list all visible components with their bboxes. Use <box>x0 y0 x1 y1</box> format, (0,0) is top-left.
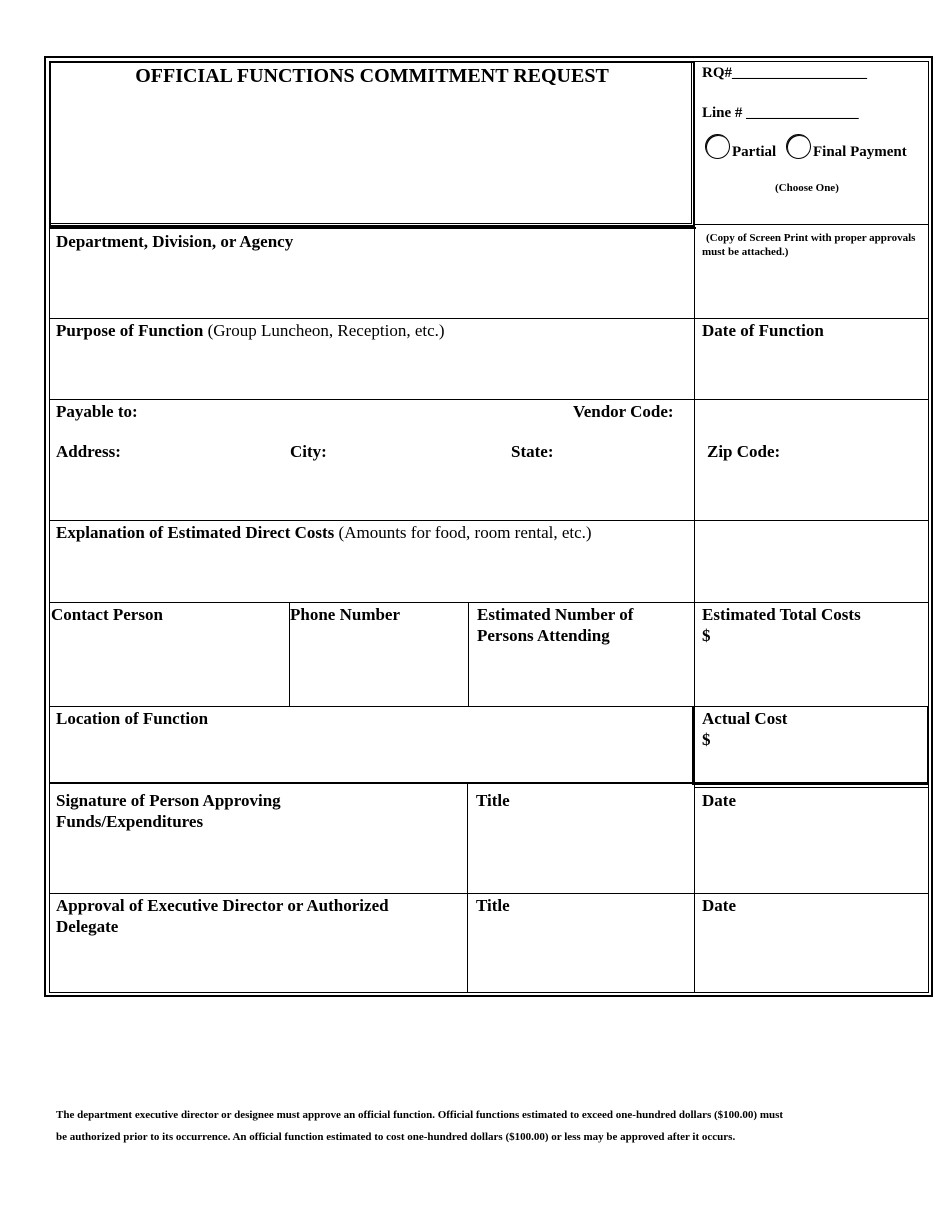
purpose-hint: (Group Luncheon, Reception, etc.) <box>207 321 445 340</box>
state-label: State: <box>511 442 554 461</box>
location-input[interactable] <box>50 732 690 780</box>
signature-label-line2: Funds/Expenditures <box>56 812 204 831</box>
row-divider <box>49 227 696 229</box>
row-divider <box>49 399 928 400</box>
choose-one-note: (Choose One) <box>775 182 839 194</box>
col-divider <box>694 784 695 992</box>
signature-label <box>56 790 281 832</box>
page-title: OFFICIAL FUNCTIONS COMMITMENT REQUEST <box>135 65 609 87</box>
row-divider <box>49 893 928 894</box>
est-persons-label-line1: Estimated Number of <box>477 605 634 624</box>
department-label: Department, Division, or Agency <box>56 232 294 251</box>
contact-person-label: Contact Person <box>51 605 163 624</box>
row-divider <box>695 224 928 225</box>
department-input[interactable] <box>50 255 693 315</box>
final-payment-label: Final Payment <box>813 144 907 160</box>
est-persons-label <box>477 604 633 646</box>
purpose-label-text: Purpose of Function <box>56 321 204 340</box>
row-divider <box>49 520 928 521</box>
actual-cost-label <box>702 708 787 750</box>
est-total-costs-text: Estimated Total Costs <box>702 605 861 624</box>
phone-number-label: Phone Number <box>290 605 401 624</box>
actual-cost-dollar: $ <box>702 730 711 749</box>
rq-number-field[interactable]: RQ#__________________ <box>702 65 867 81</box>
signature-date-label: Date <box>702 791 736 810</box>
est-total-costs-dollar: $ <box>702 626 711 645</box>
footer-note-line2: be authorized prior to its occurrence. An official function estimated to cost one-hundred dollars ($100.00) or less may be approved after it occurs. <box>56 1131 736 1143</box>
final-payment-radio[interactable] <box>786 134 811 159</box>
est-persons-label-line2: Persons Attending <box>477 626 610 645</box>
explanation-hint: (Amounts for food, room rental, etc.) <box>338 523 592 542</box>
date-of-function-input[interactable] <box>696 344 926 396</box>
row-divider <box>694 787 928 788</box>
address-label: Address: <box>56 442 121 461</box>
partial-radio[interactable] <box>705 134 730 159</box>
row-divider <box>49 602 928 603</box>
col-divider <box>467 784 468 992</box>
signature-title-label: Title <box>476 791 510 810</box>
approval-label <box>56 895 389 937</box>
zip-code-label: Zip Code: <box>707 442 781 461</box>
footer-note-line1: The department executive director or designee must approve an official function. Official functions estimated to exceed one-hundred dollars ($100.00) must <box>56 1109 784 1121</box>
line-number-field[interactable]: Line # _______________ <box>702 105 859 121</box>
purpose-label <box>56 320 445 341</box>
vendor-code-label: Vendor Code: <box>573 402 674 421</box>
approval-label-line2: Delegate <box>56 917 119 936</box>
date-of-function-label: Date of Function <box>702 321 824 340</box>
row-divider <box>49 782 694 784</box>
row-divider <box>49 318 928 319</box>
payable-to-label: Payable to: <box>56 402 138 421</box>
purpose-input[interactable] <box>50 344 693 396</box>
city-label: City: <box>290 442 327 461</box>
approval-date-label: Date <box>702 896 736 915</box>
col-divider <box>468 602 469 706</box>
approval-title-label: Title <box>476 896 510 915</box>
approval-label-line1: Approval of Executive Director or Authorized <box>56 896 389 915</box>
location-label: Location of Function <box>56 709 209 728</box>
signature-label-line1: Signature of Person Approving <box>56 791 281 810</box>
screen-print-note: (Copy of Screen Print with proper approvals must be attached.) <box>702 232 916 258</box>
partial-label: Partial <box>732 144 777 160</box>
est-total-costs-label <box>702 604 861 646</box>
explanation-input[interactable] <box>50 546 926 600</box>
explanation-label <box>56 522 592 543</box>
actual-cost-text: Actual Cost <box>702 709 788 728</box>
col-divider <box>694 227 695 706</box>
explanation-label-text: Explanation of Estimated Direct Costs <box>56 523 335 542</box>
